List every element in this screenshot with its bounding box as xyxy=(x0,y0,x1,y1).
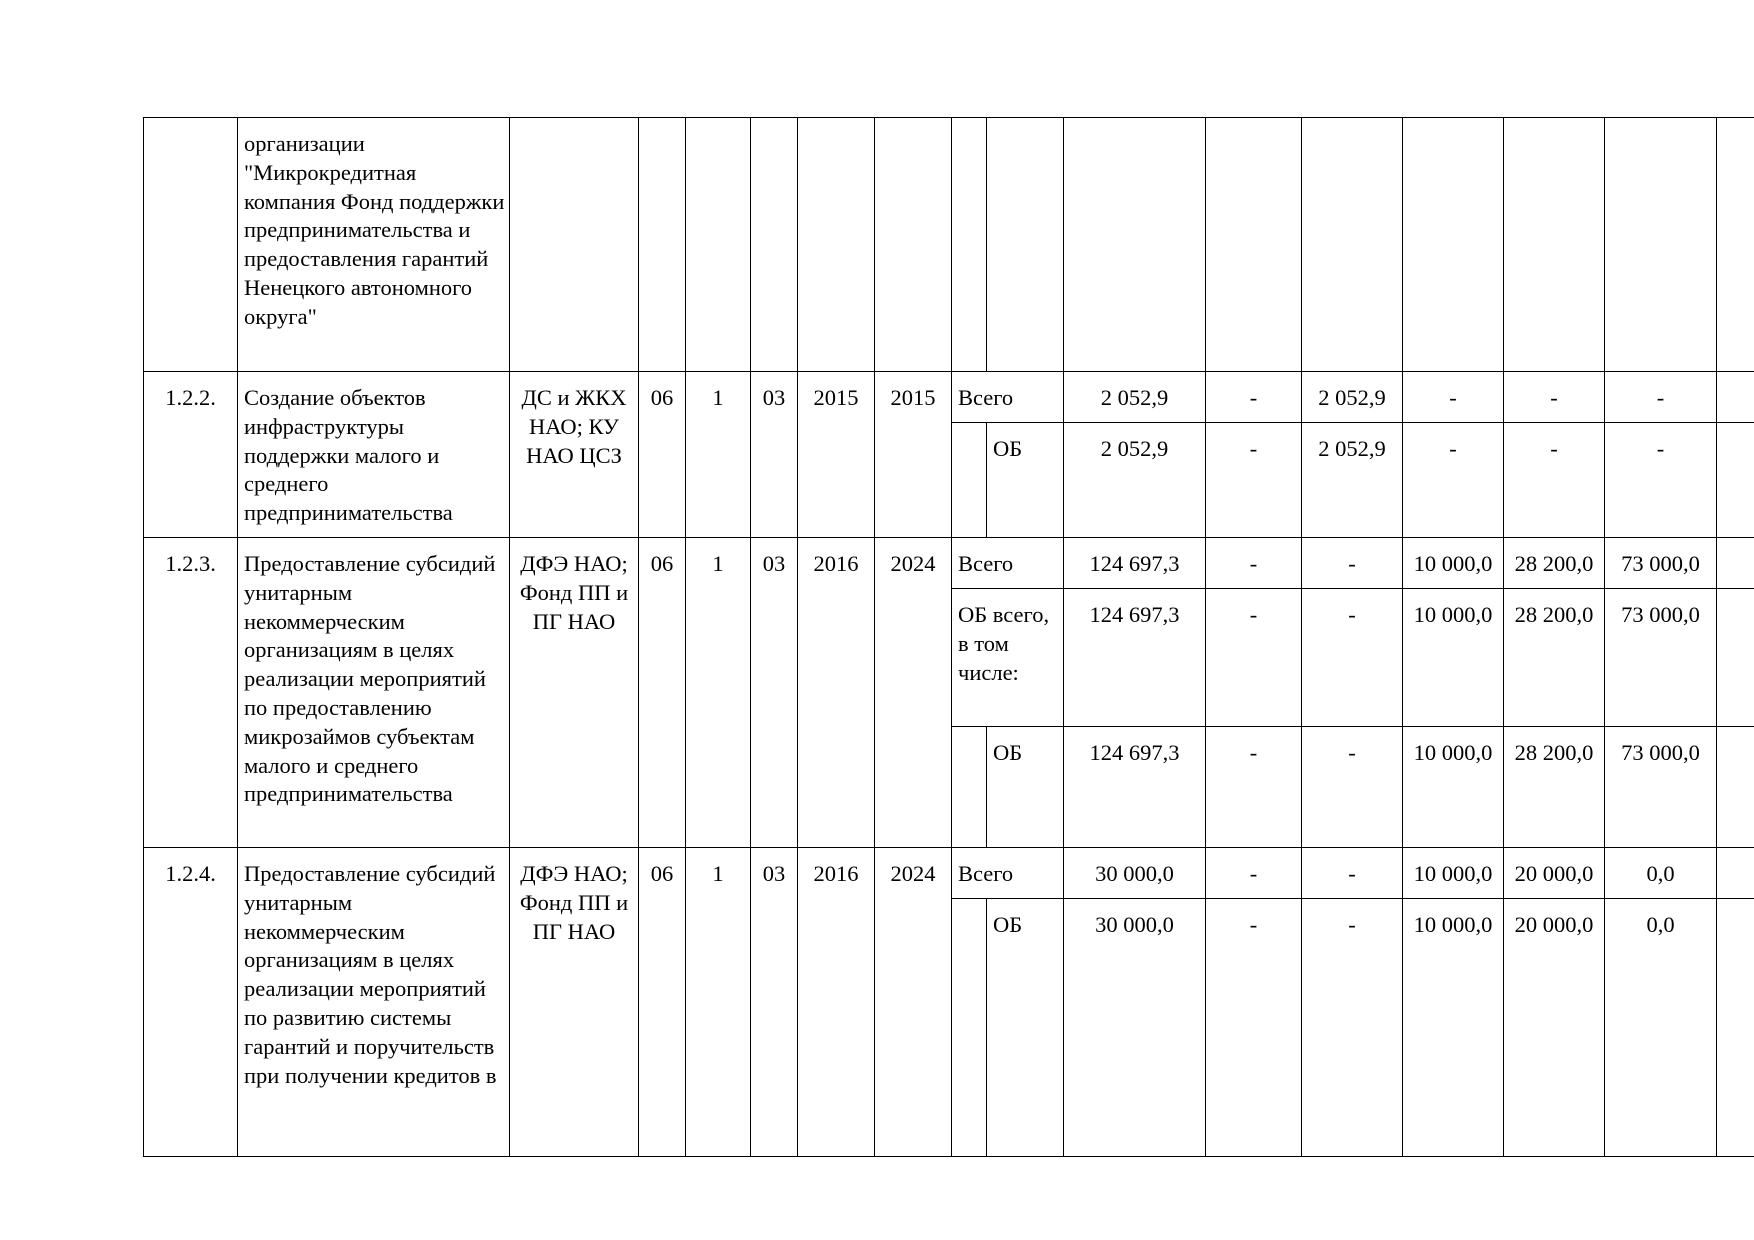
cell-source: ОБ всего, в том числе: xyxy=(952,589,1064,727)
cell-num: 1.2.3. xyxy=(144,538,238,848)
cell-value: 73 000,0 xyxy=(1605,727,1717,848)
cell-total: 30 000,0 xyxy=(1064,899,1206,1157)
cell-code2: 1 xyxy=(686,848,751,1157)
cell-value xyxy=(1717,423,1754,538)
cell-value: - xyxy=(1302,538,1403,589)
cell-code1 xyxy=(639,118,686,372)
cell-value xyxy=(1717,118,1754,372)
cell-year-end: 2015 xyxy=(875,372,952,538)
cell-value: - xyxy=(1504,372,1605,423)
cell-name: Создание объектов инфраструктуры поддержки малого и среднего предпринимательства xyxy=(238,372,510,538)
cell-value: - xyxy=(1206,589,1302,727)
cell-year-start xyxy=(798,118,875,372)
cell-value xyxy=(1302,118,1403,372)
cell-executor: ДФЭ НАО; Фонд ПП и ПГ НАО xyxy=(510,538,639,848)
cell-total: 124 697,3 xyxy=(1064,538,1206,589)
cell-value: 2 052,9 xyxy=(1302,423,1403,538)
cell-value xyxy=(1717,727,1754,848)
cell-name: организации "Микрокредитная компания Фонд поддержки предпринимательства и предоставления гарантий Ненецкого автономного округа" xyxy=(238,118,510,372)
cell-executor: ДФЭ НАО; Фонд ПП и ПГ НАО xyxy=(510,848,639,1157)
cell-total: 2 052,9 xyxy=(1064,423,1206,538)
cell-year-end xyxy=(875,118,952,372)
cell-total: 124 697,3 xyxy=(1064,727,1206,848)
cell-value: 10 000,0 xyxy=(1403,727,1504,848)
cell-value: 28 200,0 xyxy=(1504,589,1605,727)
cell-value xyxy=(1717,538,1754,589)
cell-code1: 06 xyxy=(639,848,686,1157)
cell-source: Всего xyxy=(952,848,1064,899)
cell-source-indent xyxy=(952,423,987,538)
cell-value: 73 000,0 xyxy=(1605,589,1717,727)
cell-code3 xyxy=(751,118,798,372)
cell-code1: 06 xyxy=(639,538,686,848)
cell-value: 20 000,0 xyxy=(1504,848,1605,899)
cell-value xyxy=(1717,848,1754,899)
table-row xyxy=(144,372,1754,423)
cell-value xyxy=(1717,372,1754,423)
table-row-continuation xyxy=(144,118,1754,372)
cell-value: - xyxy=(1403,423,1504,538)
cell-executor xyxy=(510,118,639,372)
cell-value: 10 000,0 xyxy=(1403,848,1504,899)
cell-value: 10 000,0 xyxy=(1403,899,1504,1157)
cell-value xyxy=(1206,118,1302,372)
cell-value: - xyxy=(1302,727,1403,848)
cell-value: - xyxy=(1206,538,1302,589)
cell-year-end: 2024 xyxy=(875,848,952,1157)
table-clip xyxy=(143,117,1754,1157)
cell-value xyxy=(1504,118,1605,372)
program-budget-table xyxy=(143,117,1754,1157)
cell-code3: 03 xyxy=(751,538,798,848)
cell-value xyxy=(1403,118,1504,372)
cell-source: Всего xyxy=(952,372,1064,423)
cell-code3: 03 xyxy=(751,372,798,538)
cell-source: Всего xyxy=(952,538,1064,589)
cell-value: - xyxy=(1504,423,1605,538)
cell-source: ОБ xyxy=(987,727,1064,848)
cell-num: 1.2.4. xyxy=(144,848,238,1157)
cell-source-indent xyxy=(952,899,987,1157)
cell-value: 0,0 xyxy=(1605,899,1717,1157)
cell-code3: 03 xyxy=(751,848,798,1157)
cell-value: 2 052,9 xyxy=(1302,372,1403,423)
cell-source: ОБ xyxy=(987,899,1064,1157)
cell-value xyxy=(1717,899,1754,1157)
cell-value: - xyxy=(1206,848,1302,899)
cell-name: Предоставление субсидий унитарным некоммерческим организациям в целях реализации мероприятий по развитию системы гарантий и поручительств при получении кредитов в xyxy=(238,848,510,1157)
cell-year-start: 2016 xyxy=(798,848,875,1157)
cell-value: - xyxy=(1206,372,1302,423)
cell-value: 28 200,0 xyxy=(1504,538,1605,589)
cell-year-start: 2016 xyxy=(798,538,875,848)
cell-num xyxy=(144,118,238,372)
cell-num: 1.2.2. xyxy=(144,372,238,538)
cell-value: 10 000,0 xyxy=(1403,589,1504,727)
cell-code2 xyxy=(686,118,751,372)
cell-value: 73 000,0 xyxy=(1605,538,1717,589)
cell-code1: 06 xyxy=(639,372,686,538)
cell-value: - xyxy=(1206,423,1302,538)
cell-total: 30 000,0 xyxy=(1064,848,1206,899)
cell-value: - xyxy=(1605,423,1717,538)
cell-value: - xyxy=(1605,372,1717,423)
cell-total: 2 052,9 xyxy=(1064,372,1206,423)
cell-value: - xyxy=(1302,848,1403,899)
cell-total: 124 697,3 xyxy=(1064,589,1206,727)
cell-source-indent xyxy=(952,727,987,848)
cell-name: Предоставление субсидий унитарным некоммерческим организациям в целях реализации мероприятий по предоставлению микрозаймов субъектам малого и среднего предпринимательства xyxy=(238,538,510,848)
cell-value: 10 000,0 xyxy=(1403,538,1504,589)
table-row xyxy=(144,848,1754,899)
cell-source-indent xyxy=(952,118,987,372)
table-row xyxy=(144,538,1754,589)
cell-value xyxy=(1717,589,1754,727)
cell-value: 0,0 xyxy=(1605,848,1717,899)
cell-source: ОБ xyxy=(987,423,1064,538)
cell-year-start: 2015 xyxy=(798,372,875,538)
cell-value: - xyxy=(1302,899,1403,1157)
cell-value xyxy=(1605,118,1717,372)
cell-year-end: 2024 xyxy=(875,538,952,848)
cell-code2: 1 xyxy=(686,538,751,848)
cell-value: 20 000,0 xyxy=(1504,899,1605,1157)
cell-value: - xyxy=(1302,589,1403,727)
cell-total xyxy=(1064,118,1206,372)
cell-code2: 1 xyxy=(686,372,751,538)
cell-value: 28 200,0 xyxy=(1504,727,1605,848)
cell-value: - xyxy=(1206,727,1302,848)
cell-executor: ДС и ЖКХ НАО; КУ НАО ЦСЗ xyxy=(510,372,639,538)
cell-source xyxy=(987,118,1064,372)
cell-value: - xyxy=(1206,899,1302,1157)
cell-value: - xyxy=(1403,372,1504,423)
